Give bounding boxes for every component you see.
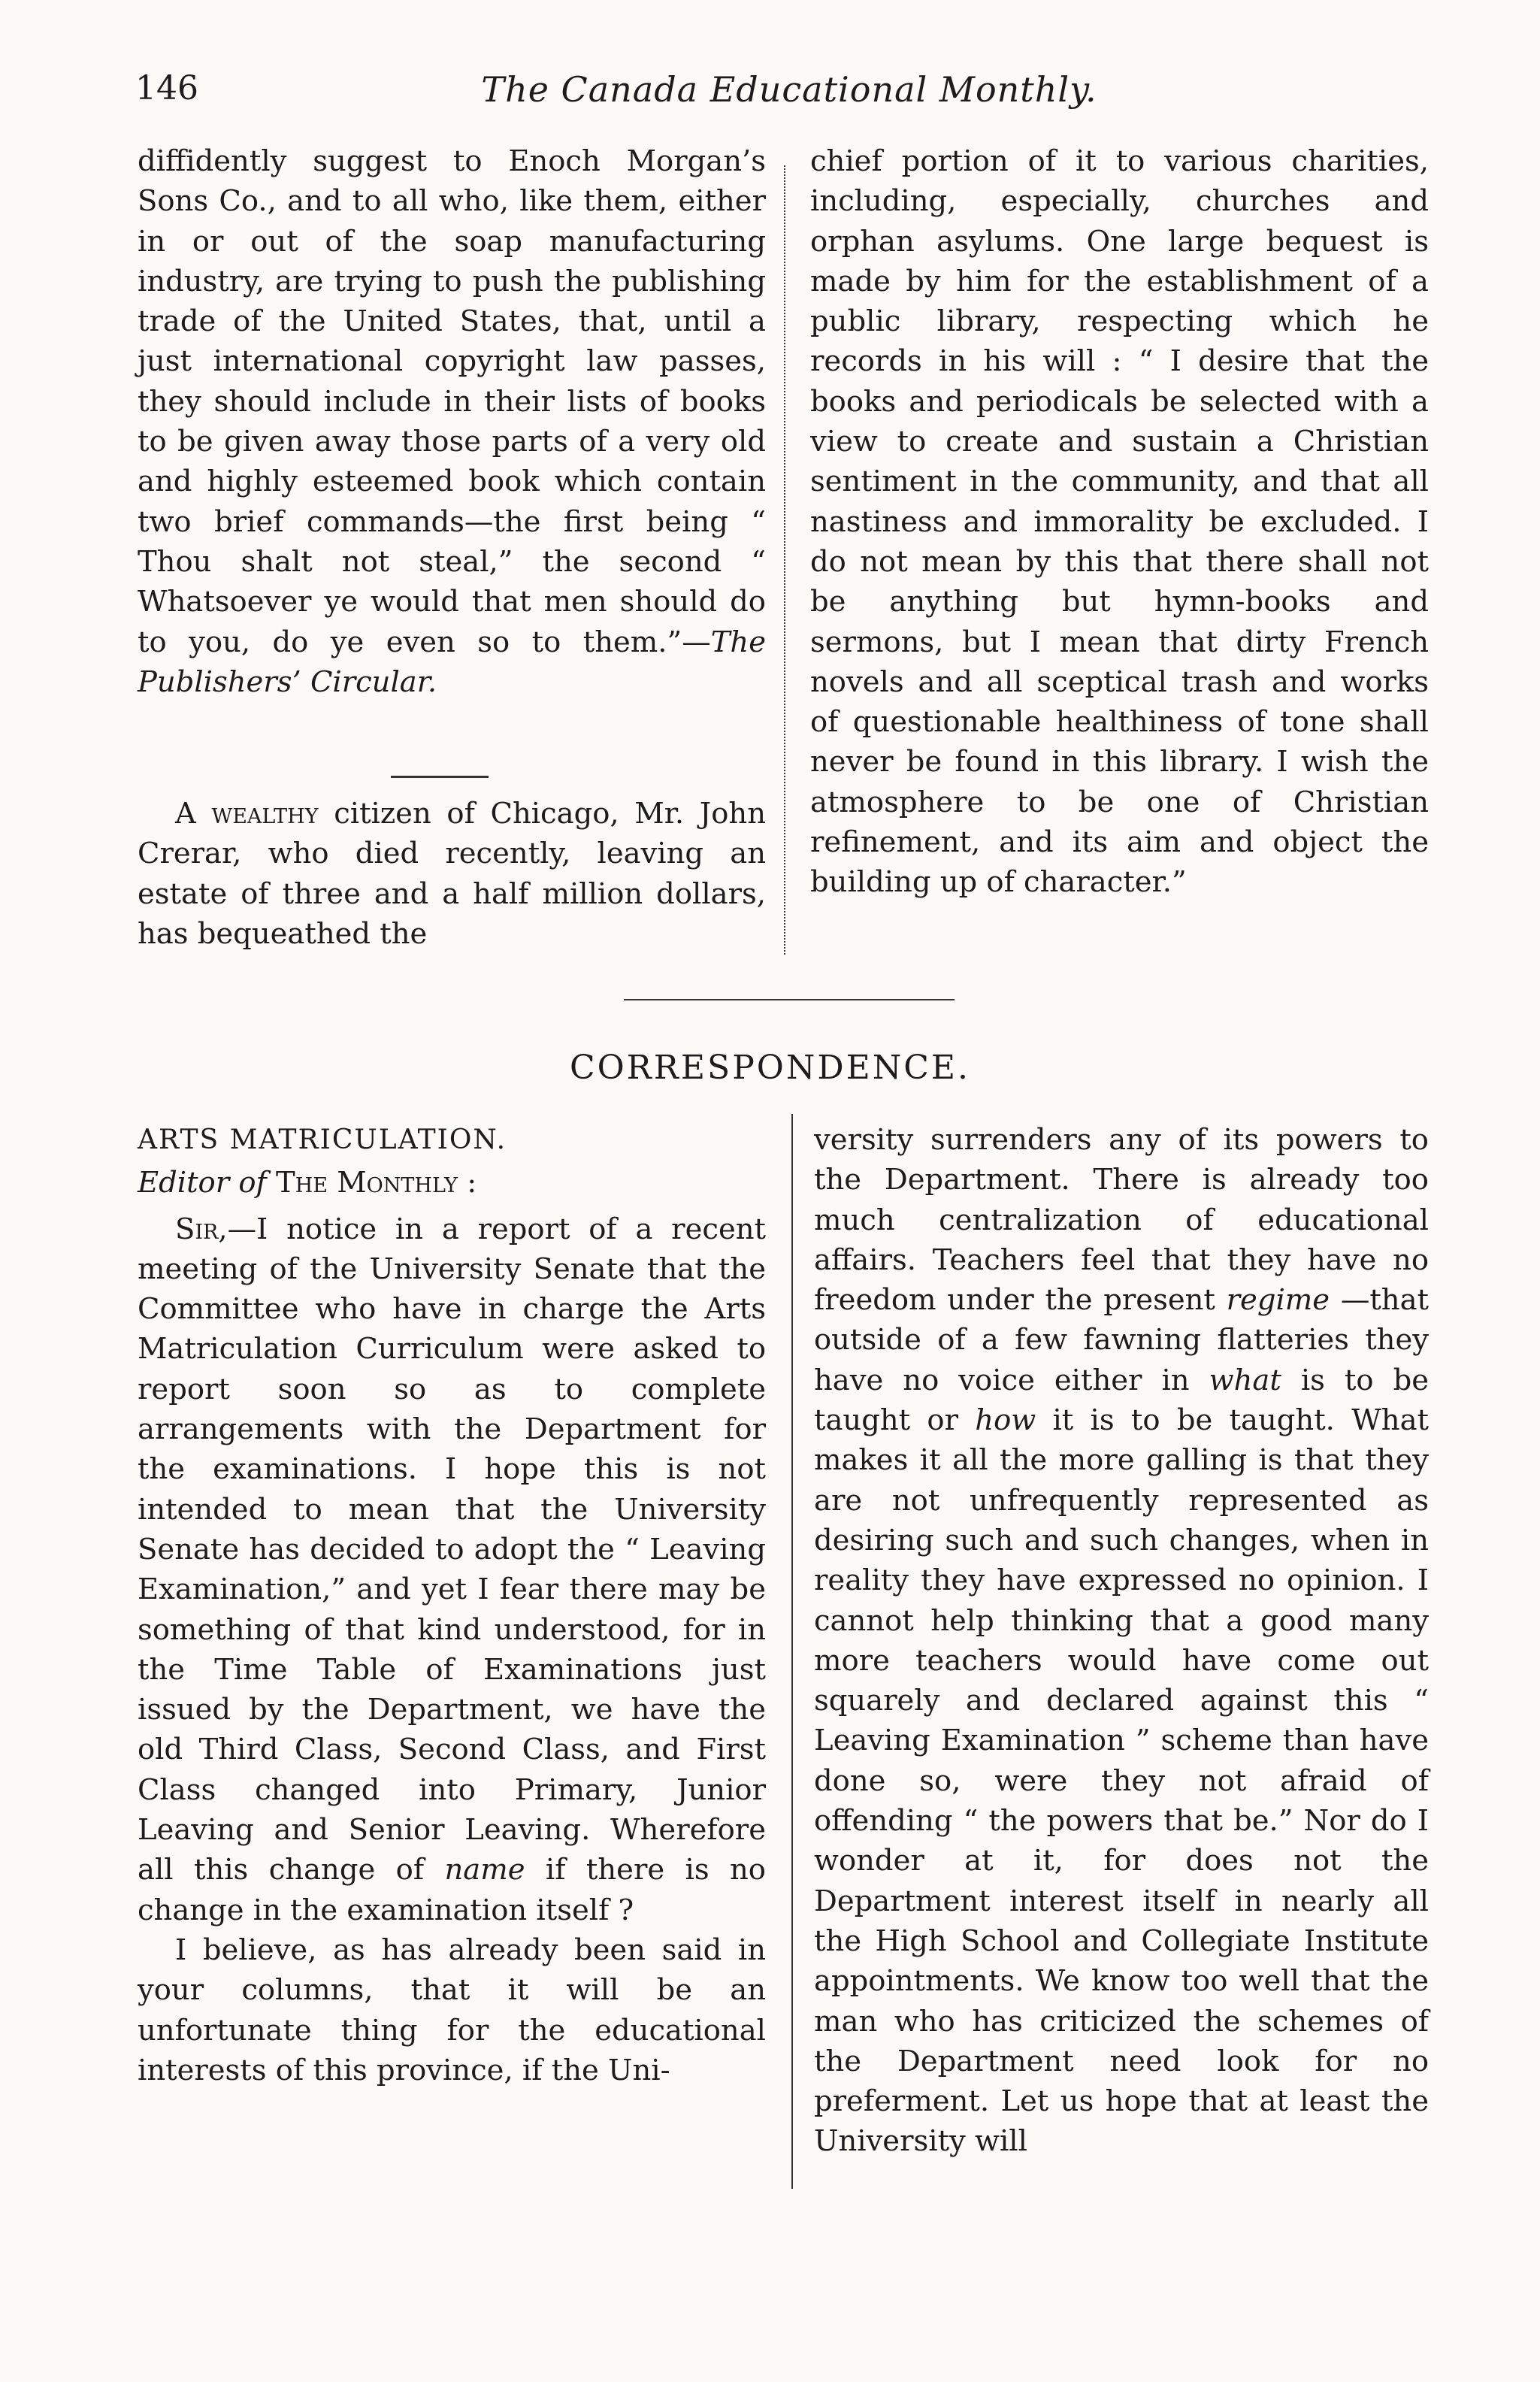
paragraph: A wealthy citizen of Chicago, Mr. John Crerar, who died recently, leaving an estate of three and a half million dollars, has bequeathed the <box>138 797 767 951</box>
column-divider <box>791 1114 793 2189</box>
page-header <box>135 69 1443 129</box>
salutation: Editor of The Monthly : <box>138 1166 477 1200</box>
paragraph: diffidently suggest to Enoch Morgan’s Sons Co., and to all who, like them, either in or out of the soap manufacturing industry, are trying to push the publishing trade of the United States, that, until a just international copyright law passes, they should include in their lists of books to be given away those parts of a very old and highly esteemed book which contain two brief commands—the first being “ Thou shalt not steal,” the second “ Whatsoever ye would that men should do to you, do ye even so to them.”—The Publishers’ Circular. <box>138 144 766 699</box>
journal-title: The Canada Educational Monthly. <box>481 69 1097 110</box>
divider <box>391 776 489 778</box>
section-title: CORRESPONDENCE. <box>569 1049 971 1087</box>
paragraph: I believe, as has already been said in your columns, that it will be an unfortunate thing for the educational interests of this province, if the Uni- <box>138 1933 766 2087</box>
page-number: 146 <box>135 69 198 107</box>
section-divider <box>624 999 955 1000</box>
paragraph: versity surrenders any of its powers to the Department. There is already too much centralization of educational affairs. Teachers feel that they have no freedom under the present regime —that outside of a few fawning flatteries they have no voice either in what is to be taught or how it is to be taught. What makes it all the more galling is that they are not unfrequently represented as desiring such and such changes, when in reality they have expressed no opinion. I cannot help thinking that a good many more teachers would have come out squarely and declared against this “ Leaving Examination ” scheme than have done so, were they not afraid of offending “ the powers that be.” Nor do I wonder at it, for does not the Department interest itself in nearly all the High School and Collegiate Institute appointments. We know too well that the man who has criticized the schemes of the Department need look for no preferment. Let us hope that at least the University will <box>814 1123 1430 2159</box>
column-divider <box>784 165 785 955</box>
letter-left-column <box>138 1120 766 2090</box>
source-citation: The Publishers’ Circular. <box>138 625 766 699</box>
paragraph: Sir,—I notice in a report of a recent meeting of the University Senate that the Committee who have in charge the Arts Matriculation Curriculum were asked to report soon so as to complete arrangements with the Department for the examinations. I hope this is not intended to mean that the University Senate has decided to adopt the “ Leaving Examination,” and yet I fear there may be something of that kind understood, for in the Time Table of Examinations just issued by the Department, we have the old Third Class, Second Class, and First Class changed into Primary, Junior Leaving and Senior Leaving. Wherefore all this change of name if there is no change in the examination itself ? <box>138 1212 766 1927</box>
article-heading: ARTS MATRICULATION. <box>138 1124 507 1155</box>
letter-right-column <box>814 1120 1429 2162</box>
top-left-column-lower <box>138 794 766 954</box>
top-left-column <box>138 141 766 702</box>
paragraph: chief portion of it to various charities, including, especially, churches and orphan asylums. One large bequest is made by him for the establishment of a public library, respecting which he records in his will : “ I desire that the books and periodicals be selected with a view to create and sustain a Christian sentiment in the community, and that all nastiness and immorality be excluded. I do not mean by this that there shall not be anything but hymn-books and sermons, but I mean that dirty French novels and all sceptical trash and works of questionable healthiness of tone shall never be found in this library. I wish the atmosphere to be one of Christian refinement, and its aim and object the building up of character.” <box>810 144 1429 900</box>
top-right-column <box>810 141 1429 903</box>
